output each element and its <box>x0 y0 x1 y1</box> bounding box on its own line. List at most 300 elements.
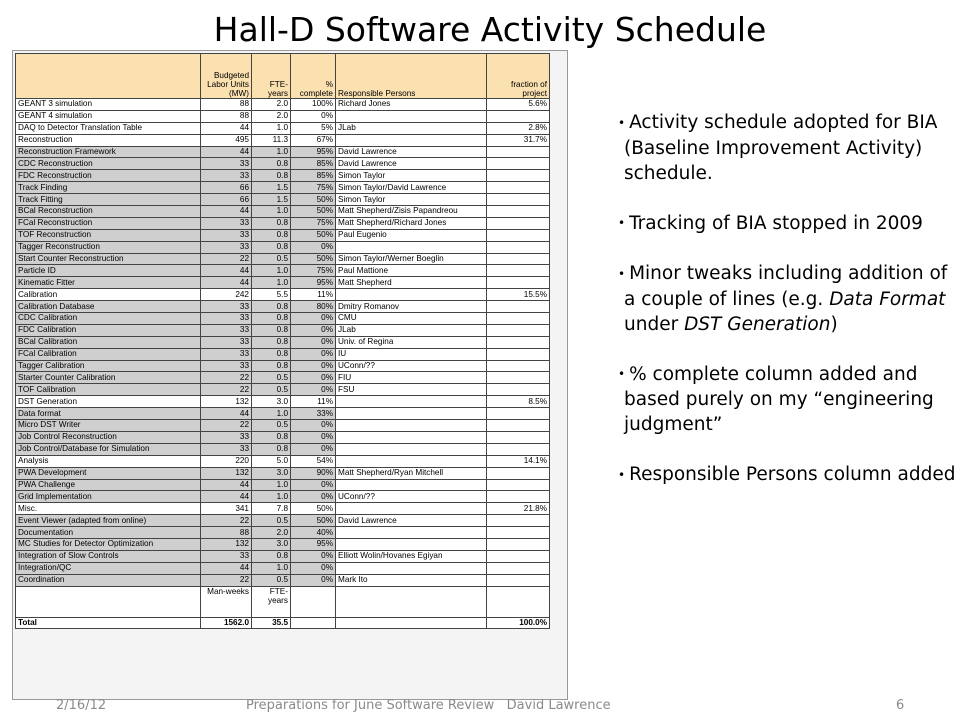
table-cell: Calibration <box>16 289 201 301</box>
task-row <box>16 408 550 420</box>
bullet-text: % complete column added and based purely on my “engineering judgment” <box>624 363 934 435</box>
table-cell: 33 <box>201 301 252 313</box>
task-row <box>16 206 550 218</box>
table-cell: Reconstruction <box>16 134 201 146</box>
footer-date: 2/16/12 <box>56 698 107 713</box>
table-cell: UConn/?? <box>336 360 487 372</box>
table-cell: CDC Calibration <box>16 313 201 325</box>
task-row <box>16 253 550 265</box>
task-row <box>16 217 550 229</box>
table-cell: JLab <box>336 324 487 336</box>
schedule-table <box>15 53 550 629</box>
table-cell <box>487 206 550 218</box>
table-cell: 0.8 <box>252 217 291 229</box>
table-cell: 40% <box>291 527 336 539</box>
bullet-text: Data Format <box>829 288 946 310</box>
table-cell <box>336 420 487 432</box>
table-cell: 0% <box>291 336 336 348</box>
table-cell <box>487 241 550 253</box>
table-cell: 95% <box>291 538 336 550</box>
table-cell: FSU <box>336 384 487 396</box>
table-cell: 67% <box>291 134 336 146</box>
table-cell: Matt Shepherd/Ryan Mitchell <box>336 467 487 479</box>
table-cell: 0.8 <box>252 360 291 372</box>
table-cell: 33 <box>201 158 252 170</box>
table-cell <box>336 617 487 629</box>
task-row <box>16 301 550 313</box>
task-row <box>16 158 550 170</box>
table-cell: 75% <box>291 182 336 194</box>
table-cell: 0.5 <box>252 420 291 432</box>
table-cell: 50% <box>291 229 336 241</box>
table-cell <box>336 538 487 550</box>
table-cell: 11.3 <box>252 134 291 146</box>
bullet-icon: • <box>618 266 626 281</box>
table-cell: Particle ID <box>16 265 201 277</box>
table-cell: 14.1% <box>487 455 550 467</box>
table-cell: 1.0 <box>252 491 291 503</box>
category-row <box>16 396 550 408</box>
table-cell: 2.0 <box>252 527 291 539</box>
table-cell: FTE-years <box>252 54 291 99</box>
table-cell: 0% <box>291 110 336 122</box>
table-cell: Reconstruction Framework <box>16 146 201 158</box>
table-cell: BCal Calibration <box>16 336 201 348</box>
table-cell: 22 <box>201 253 252 265</box>
table-cell: 35.5 <box>252 617 291 629</box>
table-cell: Micro DST Writer <box>16 420 201 432</box>
table-cell: 242 <box>201 289 252 301</box>
task-row <box>16 527 550 539</box>
table-cell: 88 <box>201 527 252 539</box>
table-cell: BCal Reconstruction <box>16 206 201 218</box>
table-cell: Budgeted Labor Units (MW) <box>201 54 252 99</box>
task-row <box>16 550 550 562</box>
task-row <box>16 515 550 527</box>
table-cell: Kinematic Fitter <box>16 277 201 289</box>
bullet-text: Responsible Persons column added <box>629 464 956 485</box>
table-cell <box>336 289 487 301</box>
table-cell: GEANT 4 simulation <box>16 110 201 122</box>
category-row <box>16 99 550 111</box>
units-row <box>16 586 550 617</box>
table-cell: 0.8 <box>252 229 291 241</box>
table-cell <box>336 455 487 467</box>
table-cell <box>487 479 550 491</box>
table-cell: 31.7% <box>487 134 550 146</box>
bullet-item <box>618 462 958 488</box>
table-cell: 33 <box>201 170 252 182</box>
table-cell: GEANT 3 simulation <box>16 99 201 111</box>
table-cell <box>487 348 550 360</box>
table-cell: TOF Reconstruction <box>16 229 201 241</box>
table-cell: 22 <box>201 515 252 527</box>
table-cell: 1.0 <box>252 206 291 218</box>
table-cell: Grid Implementation <box>16 491 201 503</box>
table-cell: 0.8 <box>252 170 291 182</box>
table-cell: MC Studies for Detector Optimization <box>16 538 201 550</box>
task-row <box>16 313 550 325</box>
table-cell: CDC Reconstruction <box>16 158 201 170</box>
table-cell: 1.0 <box>252 479 291 491</box>
table-cell <box>487 538 550 550</box>
table-cell: 33 <box>201 431 252 443</box>
table-cell: Total <box>16 617 201 629</box>
table-cell: 33 <box>201 313 252 325</box>
task-row <box>16 336 550 348</box>
table-cell: 15.5% <box>487 289 550 301</box>
table-cell: 50% <box>291 206 336 218</box>
table-cell: 95% <box>291 277 336 289</box>
table-cell: 100% <box>291 99 336 111</box>
task-row <box>16 277 550 289</box>
table-cell <box>336 503 487 515</box>
table-cell <box>336 479 487 491</box>
table-cell <box>16 54 201 99</box>
table-cell <box>487 301 550 313</box>
table-cell: 44 <box>201 562 252 574</box>
table-cell: 0% <box>291 550 336 562</box>
task-row <box>16 372 550 384</box>
table-cell: David Lawrence <box>336 515 487 527</box>
table-cell <box>487 313 550 325</box>
bullet-icon: • <box>618 367 626 381</box>
table-cell: Track Finding <box>16 182 201 194</box>
table-cell <box>487 527 550 539</box>
table-cell: Start Counter Reconstruction <box>16 253 201 265</box>
task-row <box>16 182 550 194</box>
table-cell: 22 <box>201 372 252 384</box>
task-row <box>16 384 550 396</box>
table-cell: 22 <box>201 420 252 432</box>
table-cell: 21.8% <box>487 503 550 515</box>
table-cell: 0.8 <box>252 313 291 325</box>
schedule-spreadsheet-image <box>12 50 568 700</box>
task-row <box>16 431 550 443</box>
table-cell <box>336 527 487 539</box>
table-cell: Elliott Wolin/Hovanes Egiyan <box>336 550 487 562</box>
table-cell: 33 <box>201 360 252 372</box>
task-row <box>16 574 550 586</box>
task-row <box>16 538 550 550</box>
bullet-icon: • <box>618 115 626 130</box>
table-cell: 88 <box>201 99 252 111</box>
table-cell: 0% <box>291 443 336 455</box>
table-cell: PWA Development <box>16 467 201 479</box>
table-cell: 0.8 <box>252 336 291 348</box>
bullet-item <box>618 362 958 438</box>
table-cell: Starter Counter Calibration <box>16 372 201 384</box>
table-cell: Misc. <box>16 503 201 515</box>
table-cell: 33% <box>291 408 336 420</box>
table-cell: 1.5 <box>252 194 291 206</box>
task-row <box>16 348 550 360</box>
table-cell <box>487 550 550 562</box>
table-cell: TOF Calibration <box>16 384 201 396</box>
table-cell: 75% <box>291 217 336 229</box>
table-cell: Responsible Persons <box>336 54 487 99</box>
table-cell: Paul Eugenio <box>336 229 487 241</box>
table-cell: 0.8 <box>252 158 291 170</box>
table-cell: 0% <box>291 562 336 574</box>
table-cell <box>336 431 487 443</box>
table-cell: DAQ to Detector Translation Table <box>16 122 201 134</box>
table-cell: 0% <box>291 491 336 503</box>
table-cell: 7.8 <box>252 503 291 515</box>
table-cell <box>336 396 487 408</box>
table-cell: Simon Taylor <box>336 170 487 182</box>
table-cell: 33 <box>201 229 252 241</box>
table-cell <box>487 467 550 479</box>
table-cell: 33 <box>201 348 252 360</box>
table-cell: Simon Taylor/David Lawrence <box>336 182 487 194</box>
table-cell: 0% <box>291 241 336 253</box>
table-cell: UConn/?? <box>336 491 487 503</box>
table-cell: 44 <box>201 122 252 134</box>
table-cell: Matt Shepherd <box>336 277 487 289</box>
table-cell: 80% <box>291 301 336 313</box>
table-cell: FDC Calibration <box>16 324 201 336</box>
table-cell <box>487 110 550 122</box>
table-cell <box>487 253 550 265</box>
table-cell: 44 <box>201 491 252 503</box>
bullet-icon: • <box>618 216 626 230</box>
table-cell: Integration/QC <box>16 562 201 574</box>
table-cell: IU <box>336 348 487 360</box>
table-cell: 50% <box>291 253 336 265</box>
table-cell: 0% <box>291 431 336 443</box>
table-cell <box>487 384 550 396</box>
table-cell: 11% <box>291 396 336 408</box>
table-cell: Documentation <box>16 527 201 539</box>
table-cell: 132 <box>201 467 252 479</box>
table-cell: 1.0 <box>252 562 291 574</box>
table-cell <box>487 194 550 206</box>
table-cell: 5.0 <box>252 455 291 467</box>
task-row <box>16 562 550 574</box>
table-cell: 0% <box>291 360 336 372</box>
table-cell: 5.5 <box>252 289 291 301</box>
table-cell: 66 <box>201 194 252 206</box>
bullet-text: Activity schedule adopted for BIA (Baseline Improvement Activity) schedule. <box>624 112 938 184</box>
table-cell <box>487 420 550 432</box>
table-cell: 3.0 <box>252 396 291 408</box>
table-cell: 0.5 <box>252 515 291 527</box>
bullet-text: Tracking of BIA stopped in 2009 <box>629 212 923 234</box>
table-cell: 33 <box>201 443 252 455</box>
table-cell: JLab <box>336 122 487 134</box>
table-cell <box>487 408 550 420</box>
table-cell: 50% <box>291 515 336 527</box>
table-cell: 66 <box>201 182 252 194</box>
table-header-row <box>16 54 550 99</box>
table-cell <box>291 586 336 617</box>
table-cell: FIU <box>336 372 487 384</box>
table-cell: 50% <box>291 503 336 515</box>
table-cell: 1.5 <box>252 182 291 194</box>
task-row <box>16 479 550 491</box>
table-cell <box>487 265 550 277</box>
bullet-item <box>618 211 958 237</box>
table-cell: Richard Jones <box>336 99 487 111</box>
category-row <box>16 110 550 122</box>
table-cell: Matt Shepherd/Richard Jones <box>336 217 487 229</box>
bullet-text: Minor tweaks including addition of a couple of lines (e.g. <box>624 263 948 310</box>
bullet-item <box>618 110 958 186</box>
table-cell: FCal Calibration <box>16 348 201 360</box>
table-cell <box>487 360 550 372</box>
table-cell: Mark Ito <box>336 574 487 586</box>
total-row <box>16 617 550 629</box>
table-cell: 0.5 <box>252 253 291 265</box>
table-cell: 44 <box>201 277 252 289</box>
table-cell <box>487 277 550 289</box>
table-cell: 50% <box>291 194 336 206</box>
table-cell: David Lawrence <box>336 158 487 170</box>
table-cell <box>487 170 550 182</box>
task-row <box>16 194 550 206</box>
table-cell: 44 <box>201 408 252 420</box>
footer-page-number: 6 <box>896 698 905 713</box>
table-cell: 132 <box>201 396 252 408</box>
table-cell <box>336 408 487 420</box>
bullet-icon: • <box>618 467 626 482</box>
table-cell: 0% <box>291 313 336 325</box>
table-cell <box>336 562 487 574</box>
table-cell: 0.8 <box>252 550 291 562</box>
table-cell: 0.8 <box>252 301 291 313</box>
table-cell <box>336 241 487 253</box>
table-cell: DST Generation <box>16 396 201 408</box>
table-cell <box>487 217 550 229</box>
table-cell <box>487 182 550 194</box>
table-cell: 1.0 <box>252 408 291 420</box>
table-cell <box>291 617 336 629</box>
table-cell: 0% <box>291 420 336 432</box>
table-cell: Tagger Reconstruction <box>16 241 201 253</box>
table-cell: Man-weeks <box>201 586 252 617</box>
table-cell: 132 <box>201 538 252 550</box>
table-cell: Paul Mattione <box>336 265 487 277</box>
task-row <box>16 420 550 432</box>
table-cell: 3.0 <box>252 538 291 550</box>
table-cell: fraction of project <box>487 54 550 99</box>
task-row <box>16 170 550 182</box>
table-cell: 0% <box>291 479 336 491</box>
table-cell: 88 <box>201 110 252 122</box>
table-cell <box>487 336 550 348</box>
task-row <box>16 360 550 372</box>
table-cell <box>487 372 550 384</box>
table-cell: 0.8 <box>252 324 291 336</box>
table-cell: 44 <box>201 146 252 158</box>
table-cell: 22 <box>201 574 252 586</box>
category-row <box>16 134 550 146</box>
table-cell: 33 <box>201 550 252 562</box>
table-cell: 75% <box>291 265 336 277</box>
table-cell: 44 <box>201 265 252 277</box>
table-cell <box>487 586 550 617</box>
table-cell <box>487 574 550 586</box>
bullet-item <box>618 261 958 337</box>
table-cell: Tagger Calibration <box>16 360 201 372</box>
table-cell: Simon Taylor/Werner Boeglin <box>336 253 487 265</box>
table-cell: 90% <box>291 467 336 479</box>
table-cell: Data format <box>16 408 201 420</box>
task-row <box>16 324 550 336</box>
table-cell: Simon Taylor <box>336 194 487 206</box>
table-cell: Event Viewer (adapted from online) <box>16 515 201 527</box>
table-cell: 95% <box>291 146 336 158</box>
table-cell: 54% <box>291 455 336 467</box>
table-cell: 33 <box>201 324 252 336</box>
table-cell: 0.8 <box>252 431 291 443</box>
bullet-list <box>618 110 958 513</box>
table-cell: Job Control/Database for Simulation <box>16 443 201 455</box>
task-row <box>16 265 550 277</box>
task-row <box>16 146 550 158</box>
table-cell <box>336 134 487 146</box>
table-cell: 33 <box>201 217 252 229</box>
table-cell <box>336 110 487 122</box>
table-cell: 0.8 <box>252 348 291 360</box>
table-cell: % complete <box>291 54 336 99</box>
category-row <box>16 122 550 134</box>
task-row <box>16 229 550 241</box>
table-cell: 0% <box>291 348 336 360</box>
table-cell <box>487 431 550 443</box>
task-row <box>16 443 550 455</box>
table-cell: 2.0 <box>252 110 291 122</box>
table-cell: 3.0 <box>252 467 291 479</box>
table-cell: 2.8% <box>487 122 550 134</box>
task-row <box>16 467 550 479</box>
table-cell: 85% <box>291 158 336 170</box>
table-cell: 8.5% <box>487 396 550 408</box>
table-cell: Coordination <box>16 574 201 586</box>
table-cell: Analysis <box>16 455 201 467</box>
table-cell: 0.8 <box>252 443 291 455</box>
category-row <box>16 503 550 515</box>
table-cell: 0% <box>291 372 336 384</box>
table-cell <box>487 229 550 241</box>
category-row <box>16 455 550 467</box>
table-cell: Job Control Reconstruction <box>16 431 201 443</box>
table-cell <box>16 586 201 617</box>
table-cell: 0.5 <box>252 372 291 384</box>
table-cell: 495 <box>201 134 252 146</box>
table-cell: Calibration Database <box>16 301 201 313</box>
table-cell <box>336 443 487 455</box>
table-cell: David Lawrence <box>336 146 487 158</box>
table-cell: 0% <box>291 324 336 336</box>
table-cell: Integration of Slow Controls <box>16 550 201 562</box>
table-cell: FDC Reconstruction <box>16 170 201 182</box>
table-cell: 100.0% <box>487 617 550 629</box>
category-row <box>16 289 550 301</box>
table-cell <box>487 158 550 170</box>
table-cell: 33 <box>201 241 252 253</box>
table-cell: 33 <box>201 336 252 348</box>
table-cell: 44 <box>201 206 252 218</box>
table-cell: CMU <box>336 313 487 325</box>
table-cell: 0% <box>291 384 336 396</box>
table-cell: 1.0 <box>252 146 291 158</box>
table-cell: 1562.0 <box>201 617 252 629</box>
table-cell: PWA Challenge <box>16 479 201 491</box>
table-cell: 0.8 <box>252 241 291 253</box>
table-cell <box>487 324 550 336</box>
